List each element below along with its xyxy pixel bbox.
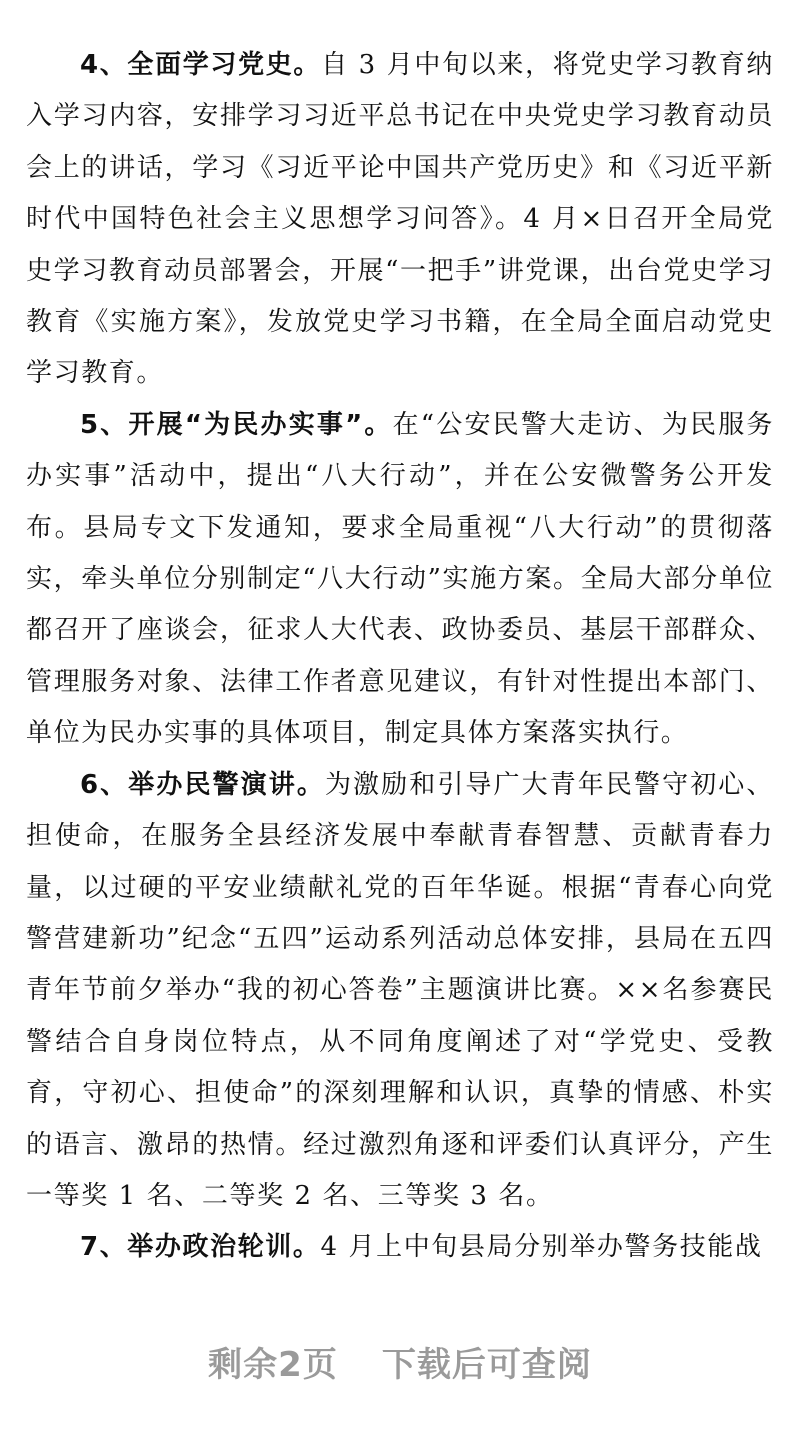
paragraph-text: 在“公安民警大走访、为民服务办实事”活动中，提出“八大行动”，并在公安微警务公开发布。县局专文下发通知，要求全局重视“八大行动”的贯彻落实，牵头单位分别制定“八大行动”实施方案。全局大部分单位都召开了座谈会，征求人大代表、政协委员、基层干部群众、管理服务对象、法律工作者意见建议，有针对性提出本部门、单位为民办实事的具体项目，制定具体方案落实执行。 [26, 409, 774, 749]
paragraph-heading: 5、开展“为民办实事”。 [80, 409, 393, 440]
download-to-view-label: 下载后可查阅 [381, 1345, 592, 1385]
paragraph-text: 4 月上中旬县局分别举办警务技能战 [320, 1232, 763, 1263]
download-notice[interactable] [0, 1337, 800, 1386]
remaining-pages-label: 剩余2页 [208, 1345, 338, 1385]
paragraph-7 [26, 1222, 774, 1273]
paragraph-heading: 6、举办民警演讲。 [80, 769, 325, 800]
paragraph-4 [26, 40, 774, 400]
paragraph-6 [26, 760, 774, 1223]
paragraph-heading: 4、全面学习党史。 [80, 50, 322, 80]
paragraph-text: 为激励和引导广大青年民警守初心、担使命，在服务全县经济发展中奉献青春智慧、贡献青春力量，以过硬的平安业绩献礼党的百年华诞。根据“青春心向党警营建新功”纪念“五四”运动系列活动总体安排，县局在五四青年节前夕举办“我的初心答卷”主题演讲比赛。××名参赛民警结合自身岗位特点，从不同角度阐述了对“学党史、受教育，守初心、担使命”的深刻理解和认识，真挚的情感、朴实的语言、激昂的热情。经过激烈角逐和评委们认真评分，产生一等奖 1 名、二等奖 2 名、三等奖 3 名。 [26, 769, 774, 1211]
paragraph-5 [26, 400, 774, 760]
paragraph-heading: 7、举办政治轮训。 [80, 1232, 321, 1263]
document-body [26, 40, 774, 1274]
paragraph-text: 自 3 月中旬以来，将党史学习教育纳入学习内容，安排学习习近平总书记在中央党史学习教育动员会上的讲话，学习《习近平论中国共产党历史》和《习近平新时代中国特色社会主义思想学习问答》。4 月×日召开全局党史学习教育动员部署会，开展“一把手”讲党课，出台党史学习教育《实施方案》，发放党史学习书籍，在全局全面启动党史学习教育。 [26, 50, 774, 389]
